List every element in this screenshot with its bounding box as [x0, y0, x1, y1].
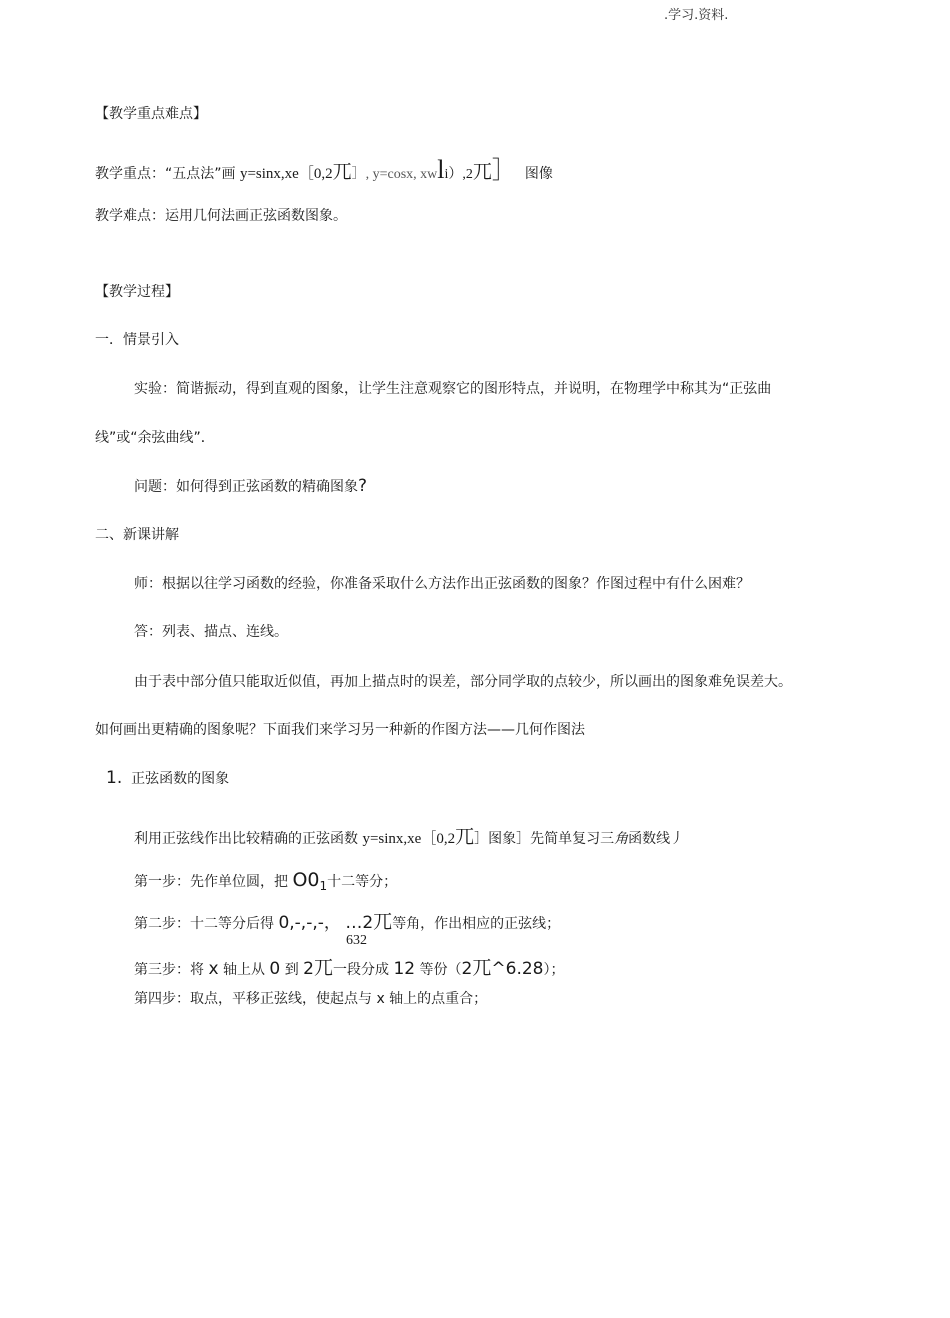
step-2-values: 0,-,-,-， [278, 913, 341, 933]
step-2-denominators: 632 [346, 933, 367, 948]
process-heading: 【教学过程】 [95, 284, 179, 300]
focus-pi-a: 兀 [332, 162, 352, 183]
subsection-title: 正弦函数的图象 [131, 771, 230, 787]
section-1-heading: 一．情景引入 [95, 332, 179, 348]
step-1-line [134, 870, 397, 896]
step-2-pi: 兀 [373, 912, 393, 933]
step-4-line: 第四步：取点，平移正弦线，使起点与 x 轴上的点重合； [134, 991, 488, 1007]
focus-pi-b: 兀 [472, 162, 492, 183]
difficulty-label: 教学难点： [95, 208, 165, 224]
focus-bracket: l [437, 155, 445, 184]
focus-label: 教学重点： [95, 166, 165, 182]
header-note: .学习.资料. [664, 8, 729, 23]
difficulty-line [95, 206, 347, 226]
subsection-heading [106, 768, 229, 789]
step-3-line [134, 959, 565, 980]
focus-text-b: 图像 [524, 166, 553, 182]
focus-line [95, 155, 553, 185]
use-line-italic: 角 [614, 831, 629, 847]
answer-line: 答：列表、描点、连线。 [134, 624, 288, 640]
focus-formula-c: i）,2 [444, 167, 473, 182]
experiment-line-2: 线”或“余弦曲线”． [95, 430, 215, 446]
step-1-b: 十二等分； [327, 874, 398, 890]
step-2-line [134, 913, 560, 934]
focus-formula-b: ］, y=cosx, xw [351, 167, 438, 182]
experiment-line-1: 实验：简谐振动，得到直观的图象，让学生注意观察它的图形特点，并说明，在物理学中称其为“正弦曲 [134, 381, 772, 397]
step-3-c: 到 [280, 962, 304, 978]
use-line-c: 函数线丿 [628, 831, 685, 847]
step-3-pi: 兀 [313, 958, 333, 979]
use-line-formula: y=sinx,xe［0,2 [362, 831, 456, 847]
step-2-a: 第二步：十二等分后得 [134, 916, 279, 932]
question-text: 问题：如何得到正弦函数的精确图象 [134, 479, 358, 495]
question-line [134, 476, 367, 497]
step-3-pi2: 兀 [472, 958, 492, 979]
subsection-number: 1. [106, 768, 123, 788]
step-3-twelve: 12 [393, 959, 416, 979]
step-3-zero: 0 [269, 959, 281, 979]
difficulty-text: 运用几何法画正弦函数图象。 [165, 208, 347, 224]
focus-formula-a: y=sinx,xe［0,2 [239, 166, 333, 182]
step-3-f: ）； [543, 962, 565, 978]
step-3-x: x [208, 959, 219, 979]
teacher-line: 师：根据以往学习函数的经验，你准备采取什么方法作出正弦函数的图象？作图过程中有什么困难？ [134, 576, 750, 592]
step-3-two: 2 [303, 959, 314, 979]
use-line-a: 利用正弦线作出比较精确的正弦函数 [134, 831, 363, 847]
step-2-dots: …2 [345, 913, 374, 933]
use-sine-line [134, 828, 684, 849]
key-points-heading: 【教学重点难点】 [95, 106, 207, 122]
step-1-a: 第一步：先作单位圆，把 [134, 874, 293, 890]
focus-bracket-close: ］ [491, 158, 516, 184]
step-1-sub: 1 [319, 878, 328, 893]
step-3-e: 等份（ [415, 962, 462, 978]
step-3-a: 第三步：将 [134, 962, 209, 978]
question-mark: ? [358, 476, 368, 496]
error-note-line: 由于表中部分值只能取近似值，再加上描点时的误差，部分同学取的点较少，所以画出的图象难免误差大。 [134, 674, 792, 690]
step-2-b: 等角，作出相应的正弦线； [392, 916, 561, 932]
step-3-b: 轴上从 [218, 962, 270, 978]
step-3-approx: 2 [461, 959, 473, 979]
focus-text-a: “五点法”画 [165, 166, 240, 182]
section-2-heading: 二、新课讲解 [95, 527, 179, 543]
step-3-d: 一段分成 [333, 962, 394, 978]
step-1-symbol: O0 [292, 869, 320, 891]
use-line-pi: 兀 [455, 827, 475, 848]
use-line-b: ］图象］先简单复习三 [474, 831, 615, 847]
how-better-line: 如何画出更精确的图象呢？下面我们来学习另一种新的作图方法——几何作图法 [95, 722, 585, 738]
step-3-approx-val: ^6.28 [491, 959, 544, 979]
